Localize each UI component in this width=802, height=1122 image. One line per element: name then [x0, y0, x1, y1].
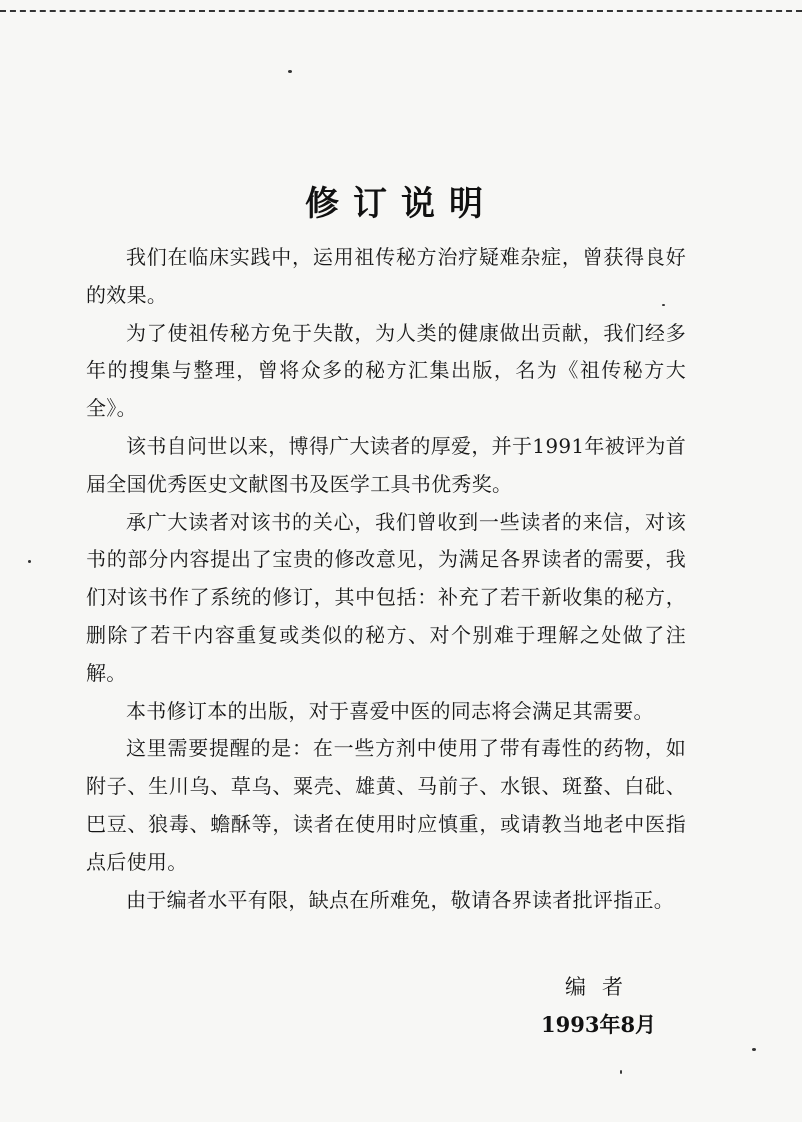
scan-speck: [752, 1048, 756, 1051]
scan-speck: [28, 560, 31, 563]
top-dashed-rule: [0, 10, 802, 12]
body-text: [86, 239, 686, 919]
paragraph: 我们在临床实践中，运用祖传秘方治疗疑难杂症，曾获得良好的效果。: [86, 245, 686, 307]
page-title: 修订说明: [305, 183, 497, 224]
paragraph: 由于编者水平有限，缺点在所难免，敬请各界读者批评指正。: [126, 887, 675, 912]
paragraph: 该书自问世以来，博得广大读者的厚爱，并于1991年被评为首届全国优秀医史文献图书及医学工具书优秀奖。: [86, 433, 686, 496]
paragraph: 这里需要提醒的是：在一些方剂中使用了带有毒性的药物，如附子、生川乌、草乌、粟壳、雄黄、马前子、水银、斑蝥、白砒、巴豆、狼毒、蟾酥等，读者在使用时应慎重，或请教当地老中医指点后使用。: [86, 736, 686, 874]
paragraph: 为了使祖传秘方免于失散，为人类的健康做出贡献，我们经多年的搜集与整理，曾将众多的秘方汇集出版，名为《祖传秘方大全》。: [86, 320, 686, 421]
scan-speck: [620, 1070, 622, 1074]
paragraph: 承广大读者对该书的关心，我们曾收到一些读者的来信，对该书的部分内容提出了宝贵的修改意见，为满足各界读者的需要，我们对该书作了系统的修订，其中包括：补充了若干新收集的秘方，删除了若干内容重复或类似的秘方、对个别难于理解之处做了注解。: [86, 509, 686, 685]
scan-speck: [288, 70, 292, 73]
signature-author: 编者: [565, 975, 639, 999]
paragraph: 本书修订本的出版，对于喜爱中医的同志将会满足其需要。: [126, 698, 654, 723]
signature-date: 1993年8月: [541, 1012, 657, 1037]
